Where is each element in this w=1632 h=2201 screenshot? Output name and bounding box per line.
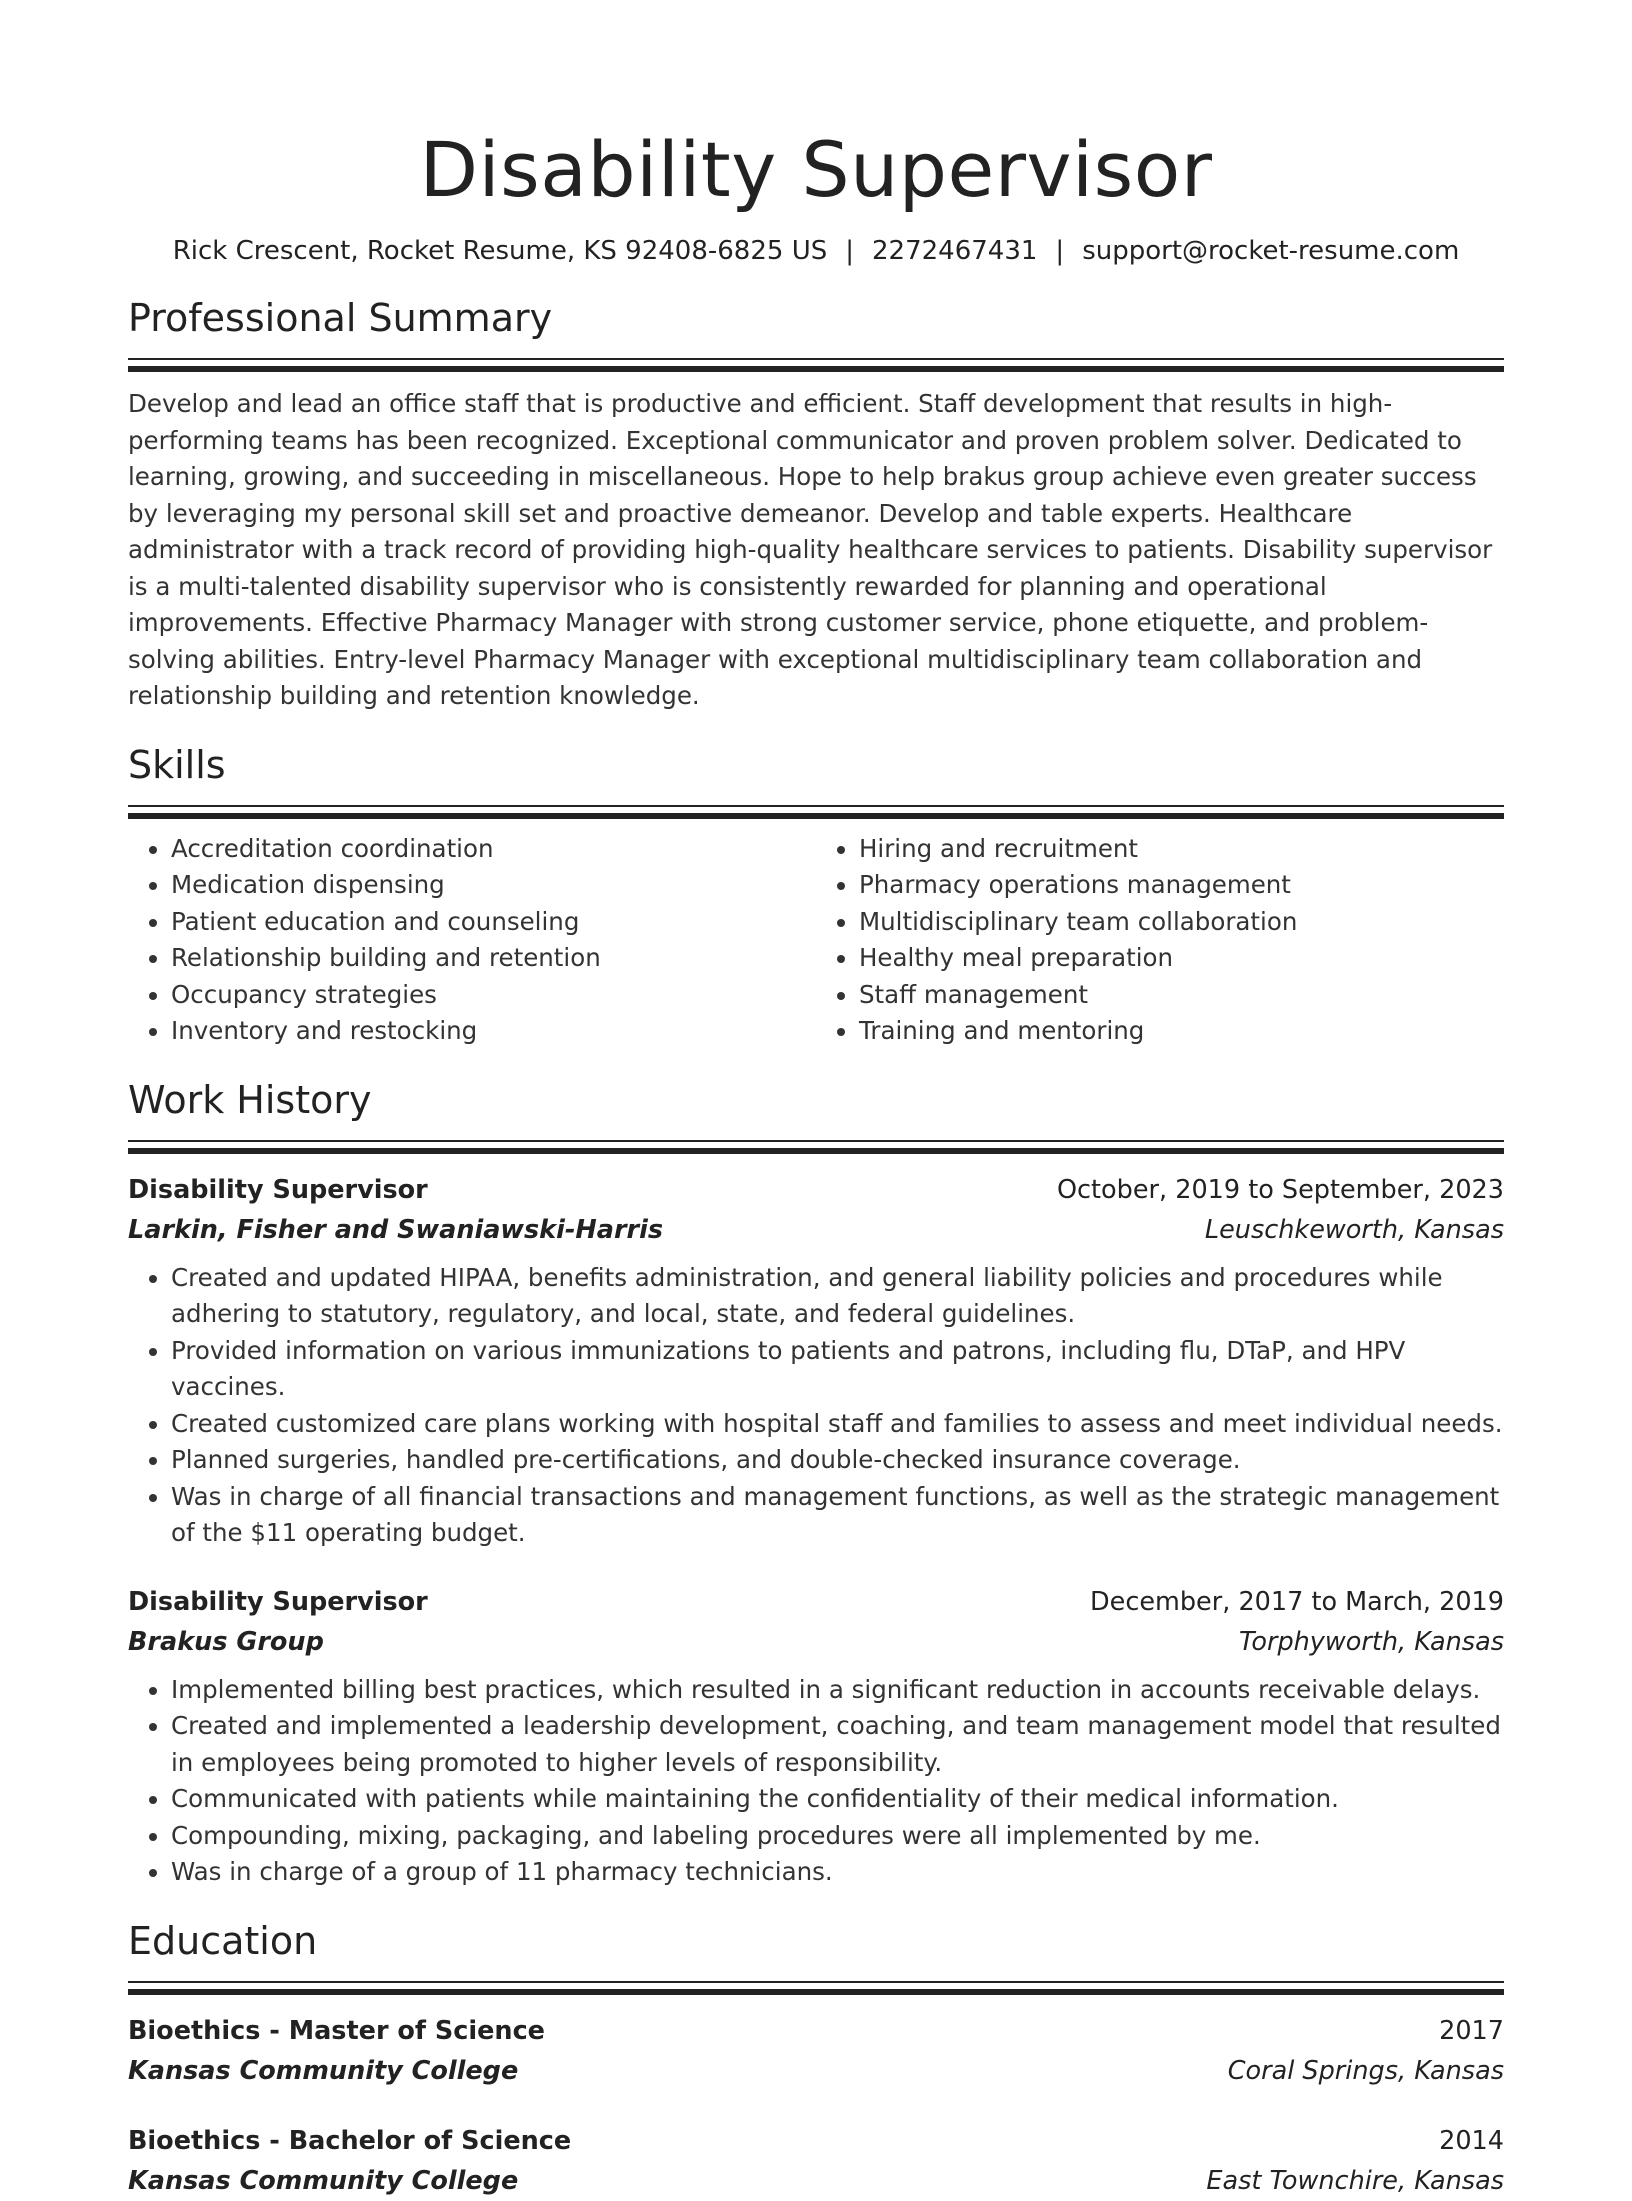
job-bullet: • Planned surgeries, handled pre-certifications, and double-checked insurance coverage. [171,1442,1504,1479]
contact-separator: | [845,236,854,266]
job-bullet: • Created and implemented a leadership development, coaching, and team management model that resulted in employees being promoted to higher levels of responsibility. [171,1708,1504,1781]
education-section [128,1917,1504,2201]
job-role: Disability Supervisor [128,1586,428,1617]
job-bullet: • Compounding, mixing, packaging, and labeling procedures were all implemented by me. [171,1818,1504,1855]
job-bullet: • Was in charge of a group of 11 pharmacy technicians. [171,1854,1504,1891]
contact-address: Rick Crescent, Rocket Resume, KS 92408-6825 US [172,236,828,266]
job-location: Leuschkeworth, Kansas [1204,1214,1504,1245]
education-subheader [128,2051,1504,2091]
skill-item: • Staff management [859,977,1504,1014]
education-location: East Townchire, Kansas [1206,2165,1504,2196]
skill-item: • Multidisciplinary team collaboration [859,904,1504,941]
summary-text: Develop and lead an office staff that is productive and efficient. Staff development that results in high-performing teams has been recognized. Exceptional communicator and proven problem solver. Dedicated to learning, growing, and succeeding in miscellaneous. Hope to help brakus group achieve even greater success by leveraging my personal skill set and proactive demeanor. Develop and table experts. Healthcare administrator with a track record of providing high-quality healthcare services to patients. Disability supervisor is a multi-talented disability supervisor who is consistently rewarded for planning and operational improvements. Effective Pharmacy Manager with strong customer service, phone etiquette, and problem-solving abilities. Entry-level Pharmacy Manager with exceptional multidisciplinary team collaboration and relationship building and retention knowledge. [128,389,1493,710]
job-company: Larkin, Fisher and Swaniawski-Harris [128,1214,664,1245]
education-header [128,2121,1504,2161]
contact-line [128,234,1504,268]
education-title: Education [128,1918,318,1963]
skills-section [128,741,1504,1050]
education-year: 2017 [1439,2015,1504,2046]
resume-page [128,0,1504,2201]
job-bullet: • Created customized care plans working with hospital staff and families to assess and meet individual needs. [171,1406,1504,1443]
job-dates: December, 2017 to March, 2019 [1090,1586,1504,1617]
job-role: Disability Supervisor [128,1174,428,1205]
job-dates: October, 2019 to September, 2023 [1056,1174,1504,1205]
job-bullet: • Was in charge of all financial transactions and management functions, as well as the strategic management of the $11 operating budget. [171,1479,1504,1552]
skill-item: • Accreditation coordination [171,831,816,868]
contact-email: support@rocket-resume.com [1082,236,1460,266]
skills-title: Skills [128,742,226,787]
skill-item: • Medication dispensing [171,867,816,904]
education-degree: Bioethics - Master of Science [128,2015,545,2046]
section-rule-thin [128,1140,1504,1142]
section-rule-thick [128,366,1504,372]
resume-name: Disability Supervisor [419,125,1213,214]
education-year: 2014 [1439,2125,1504,2156]
education-subheader [128,2161,1504,2201]
job-bullet: • Provided information on various immunizations to patients and patrons, including flu, DTaP, and HPV vaccines. [171,1333,1504,1406]
job-company: Brakus Group [128,1626,324,1657]
section-rule-thin [128,1981,1504,1983]
skills-list-left [128,831,816,1050]
education-degree: Bioethics - Bachelor of Science [128,2125,572,2156]
job-bullets [128,1672,1504,1891]
skill-item: • Hiring and recruitment [859,831,1504,868]
section-rule-thick [128,1148,1504,1154]
work-title: Work History [128,1077,372,1122]
section-rule-thick [128,1989,1504,1995]
skill-item: • Relationship building and retention [171,940,816,977]
education-entry [128,2011,1504,2091]
skill-item: • Occupancy strategies [171,977,816,1014]
skill-item: • Healthy meal preparation [859,940,1504,977]
summary-section [128,294,1504,715]
job-entry [128,1170,1504,1552]
job-header [128,1170,1504,1210]
job-bullets [128,1260,1504,1552]
job-entry [128,1582,1504,1891]
section-rule-thin [128,805,1504,807]
job-subheader [128,1622,1504,1662]
contact-separator: | [1055,236,1065,266]
section-rule-thin [128,358,1504,360]
job-bullet: • Communicated with patients while maintaining the confidentiality of their medical information. [171,1781,1504,1818]
education-entry [128,2121,1504,2201]
job-subheader [128,1210,1504,1250]
education-location: Coral Springs, Kansas [1227,2055,1504,2086]
skill-item: • Patient education and counseling [171,904,816,941]
skills-list-right [816,831,1504,1050]
education-school: Kansas Community College [128,2165,519,2196]
job-location: Torphyworth, Kansas [1238,1626,1504,1657]
summary-title: Professional Summary [128,296,553,340]
job-bullet: • Implemented billing best practices, which resulted in a significant reduction in accounts receivable delays. [171,1672,1504,1709]
skill-item: • Inventory and restocking [171,1013,816,1050]
job-header [128,1582,1504,1622]
skill-item: • Pharmacy operations management [859,867,1504,904]
contact-phone: 2272467431 [872,236,1038,266]
education-header [128,2011,1504,2051]
job-bullet: • Created and updated HIPAA, benefits administration, and general liability policies and procedures while adhering to statutory, regulatory, and local, state, and federal guidelines. [171,1260,1504,1333]
work-section [128,1076,1504,1891]
section-rule-thick [128,813,1504,819]
skills-columns [128,831,1504,1050]
education-school: Kansas Community College [128,2055,519,2086]
skill-item: • Training and mentoring [859,1013,1504,1050]
